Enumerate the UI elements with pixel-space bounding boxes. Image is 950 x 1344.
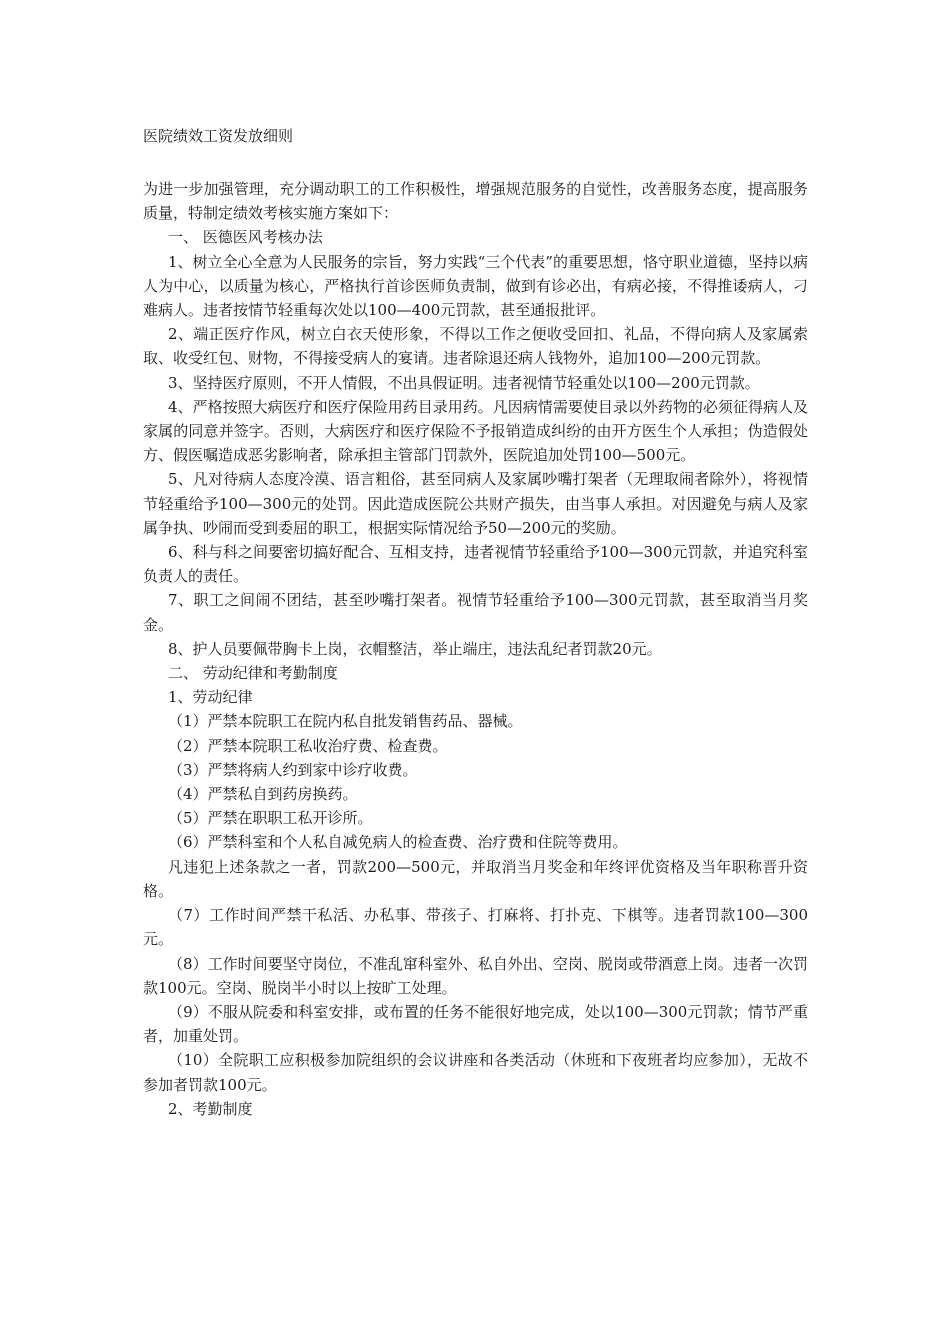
document-page bbox=[143, 124, 808, 1121]
paragraph: （4）严禁私自到药房换药。 bbox=[168, 785, 358, 804]
paragraph: 一、 医德医风考核办法 bbox=[168, 228, 323, 247]
document-title: 医院绩效工资发放细则 bbox=[143, 127, 294, 145]
paragraph: （9）不服从院委和科室安排，或布置的任务不能很好地完成，处以100—300元罚款；情节严重者，加重处罚。 bbox=[143, 1002, 808, 1046]
paragraph: （5）严禁在职职工私开诊所。 bbox=[168, 809, 373, 828]
paragraph: （2）严禁本院职工私收治疗费、检查费。 bbox=[168, 736, 448, 755]
paragraph: （1）严禁本院职工在院内私自批发销售药品、器械。 bbox=[168, 712, 523, 731]
paragraph: （3）严禁将病人约到家中诊疗收费。 bbox=[168, 760, 418, 779]
paragraph: （8）工作时间要坚守岗位，不准乱窜科室外、私自外出、空岗、脱岗或带酒意上岗。违者一次罚款100元。空岗、脱岗半小时以上按旷工处理。 bbox=[143, 954, 808, 997]
document-body bbox=[143, 177, 808, 1121]
paragraph: 8、护人员要佩带胸卡上岗，衣帽整洁，举止端庄，违法乱纪者罚款20元。 bbox=[168, 639, 662, 658]
paragraph: 为进一步加强管理，充分调动职工的工作积极性，增强规范服务的自觉性，改善服务态度，提高服务质量，特制定绩效考核实施方案如下： bbox=[143, 180, 808, 223]
paragraph: （10）全院职工应积极参加院组织的会议讲座和各类活动（休班和下夜班者均应参加），无故不参加者罚款100元。 bbox=[143, 1051, 808, 1094]
paragraph: （7）工作时间严禁干私活、办私事、带孩子、打麻将、打扑克、下棋等。违者罚款100—300元。 bbox=[143, 906, 808, 949]
paragraph: 1、树立全心全意为人民服务的宗旨，努力实践“三个代表”的重要思想，恪守职业道德，坚持以病人为中心，以质量为核心，严格执行首诊医师负责制，做到有诊必出，有病必接，不得推诿病人，刁难病人。违者按情节轻重每次处以100—400元罚款，甚至通报批评。 bbox=[143, 252, 808, 320]
paragraph: （6）严禁科室和个人私自减免病人的检查费、治疗费和住院等费用。 bbox=[168, 833, 628, 852]
paragraph: 2、考勤制度 bbox=[168, 1099, 253, 1118]
paragraph: 4、严格按照大病医疗和医疗保险用药目录用药。凡因病情需要使目录以外药物的必须征得病人及家属的同意并签字。否则，大病医疗和医疗保险不予报销造成纠纷的由开方医生个人承担；伪造假处方、假医嘱造成恶劣影响者，除承担主管部门罚款外，医院追加处罚100—500元。 bbox=[143, 397, 808, 465]
paragraph: 5、凡对待病人态度冷漠、语言粗俗，甚至同病人及家属吵嘴打架者（无理取闹者除外），将视情节轻重给予100—300元的处罚。因此造成医院公共财产损失，由当事人承担。对因避免与病人及家属争执、吵闹而受到委屈的职工，根据实际情况给予50—200元的奖励。 bbox=[143, 470, 808, 537]
paragraph: 2、端正医疗作风，树立白衣天使形象，不得以工作之便收受回扣、礼品，不得向病人及家属索取、收受红包、财物，不得接受病人的宴请。违者除退还病人钱物外，追加100—200元罚款。 bbox=[143, 325, 808, 368]
paragraph: 3、坚持医疗原则，不开人情假，不出具假证明。违者视情节轻重处以100—200元罚款。 bbox=[168, 373, 760, 392]
paragraph: 6、科与科之间要密切搞好配合、互相支持，违者视情节轻重给予100—300元罚款，并追究科室负责人的责任。 bbox=[143, 543, 808, 586]
paragraph: 7、职工之间闹不团结，甚至吵嘴打架者。视情节轻重给予100—300元罚款，甚至取消当月奖金。 bbox=[143, 591, 808, 634]
paragraph: 凡违犯上述条款之一者，罚款200—500元，并取消当月奖金和年终评优资格及当年职称晋升资格。 bbox=[143, 857, 808, 900]
paragraph: 二、 劳动纪律和考勤制度 bbox=[168, 664, 338, 683]
paragraph: 1、劳动纪律 bbox=[168, 688, 253, 707]
